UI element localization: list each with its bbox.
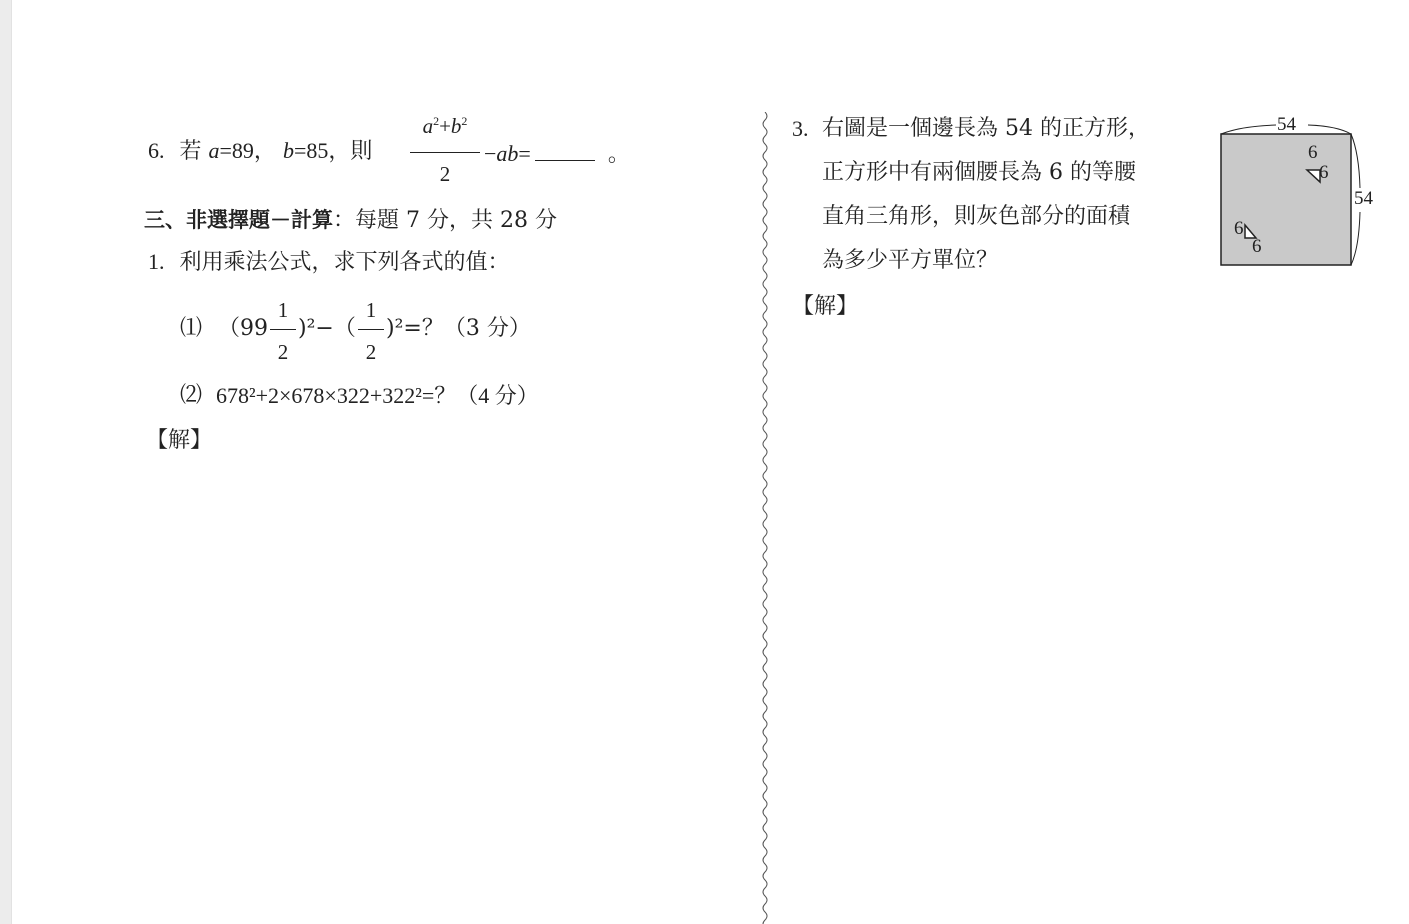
q3-line-3: 直角三角形，則灰色部分的面積: [822, 204, 1131, 229]
top-label: 54: [1277, 114, 1296, 135]
a-equals: =89，: [219, 138, 276, 163]
fraction-denominator: 2: [439, 162, 451, 186]
q6-fraction: [410, 114, 480, 186]
fraction-bar: [410, 152, 480, 153]
q3-line-2: 正方形中有兩個腰長為 6 的等腰: [822, 160, 1136, 185]
f2-numerator: 1: [365, 298, 377, 322]
var-ab: ab: [496, 141, 519, 166]
side-label: 54: [1354, 188, 1373, 209]
sub2-label: ⑵: [180, 383, 203, 408]
num-a-exp: 2: [433, 114, 440, 128]
q1-text: 利用乘法公式，求下列各式的值：: [179, 250, 510, 275]
num-plus: +: [439, 114, 451, 138]
var-b: b: [282, 138, 294, 163]
sub1-label: ⑴: [180, 316, 203, 341]
num-a: a: [422, 114, 434, 138]
var-a: a: [208, 138, 220, 163]
q6-number: 6.: [148, 138, 165, 163]
num-b: b: [450, 114, 462, 138]
equals-sign: =: [518, 141, 531, 166]
sub2-expression: 678²+2×678×322+322²=？（4 分）: [216, 383, 539, 408]
gray-square: [1221, 134, 1351, 265]
q3-line-1: 右圖是一個邊長為 54 的正方形，: [822, 116, 1150, 141]
num-b-exp: 2: [461, 114, 468, 128]
section-heading: [144, 204, 557, 234]
side-dimension-arc-bottom: [1351, 212, 1360, 265]
q3-number: 3.: [792, 116, 809, 141]
q6-prefix: 若: [179, 139, 202, 164]
f2-bar: [358, 329, 384, 330]
triangle-2-side-label: 6: [1234, 218, 1244, 239]
page-left-edge: [0, 0, 12, 924]
solve-right: 【解】: [792, 294, 859, 319]
solve-left: 【解】: [146, 428, 213, 453]
top-dimension-arc-right: [1308, 125, 1351, 134]
f2-denominator: 2: [365, 340, 377, 364]
f1-denominator: 2: [277, 340, 289, 364]
fraction-numerator: [410, 114, 480, 139]
section-note: ：每題 7 分，共 28 分: [333, 208, 557, 233]
q6-line: [148, 140, 372, 163]
q1-number: 1.: [148, 249, 165, 274]
triangle-1-top-label: 6: [1308, 142, 1318, 163]
triangle-1-side-label: 6: [1319, 162, 1329, 183]
f1-numerator: 1: [277, 298, 289, 322]
answer-blank[interactable]: [535, 140, 595, 161]
sub1-fraction-2: [358, 298, 384, 364]
q1-line: [148, 251, 510, 274]
triangle-2-bottom-label: 6: [1252, 236, 1262, 257]
column-divider: [757, 112, 773, 924]
top-dimension-arc: [1221, 125, 1276, 134]
minus-sign: −: [484, 141, 497, 166]
q6-tail: [484, 140, 630, 166]
q3-line-4: 為多少平方單位？: [822, 248, 999, 273]
f1-bar: [270, 329, 296, 330]
b-equals: =85，則: [293, 138, 373, 163]
sub1-open: （99: [218, 316, 268, 341]
sub1-mid: )²−（: [298, 316, 356, 341]
sub1-end: )²=？（3 分）: [386, 316, 531, 341]
side-dimension-arc-top: [1351, 134, 1360, 188]
period: 。: [607, 142, 630, 167]
square-figure: [1212, 108, 1382, 273]
sub1-fraction-1: [270, 298, 296, 364]
section-title: 三、非選擇題－計算: [144, 208, 333, 232]
